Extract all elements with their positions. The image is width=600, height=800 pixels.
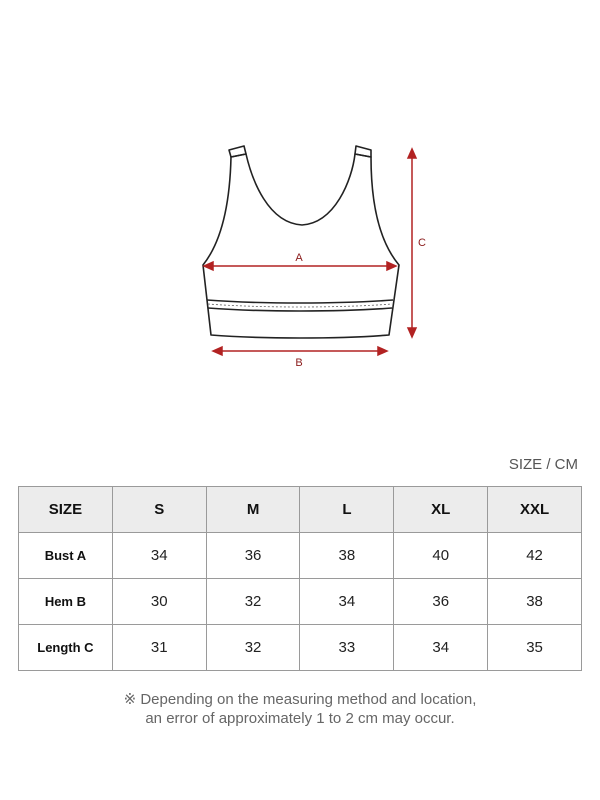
header-l: L [300,487,394,533]
table-cell: 32 [206,579,300,625]
header-m: M [206,487,300,533]
table-cell: 34 [300,579,394,625]
measurement-note [0,690,600,728]
row-label: Length C [19,625,113,671]
unit-label: SIZE / CM [508,456,578,473]
header-size: SIZE [19,487,113,533]
table-cell: 33 [300,625,394,671]
size-table [18,486,582,671]
crop-top-outline [203,146,399,338]
note-line-2: an error of approximately 1 to 2 cm may occur. [145,710,455,727]
measure-c-arrow [408,149,416,337]
header-xxl: XXL [488,487,582,533]
table-cell: 38 [300,533,394,579]
table-row [19,579,582,625]
table-cell: 30 [112,579,206,625]
measure-c-label: C [418,237,426,249]
measure-b-label: B [295,357,303,369]
row-label: Bust A [19,533,113,579]
note-line-1: ※ Depending on the measuring method and location, [123,691,477,708]
table-cell: 31 [112,625,206,671]
measure-a-label: A [295,252,303,264]
table-cell: 38 [488,579,582,625]
table-cell: 40 [394,533,488,579]
table-cell: 32 [206,625,300,671]
table-cell: 36 [394,579,488,625]
table-cell: 34 [112,533,206,579]
table-cell: 34 [394,625,488,671]
header-s: S [112,487,206,533]
table-cell: 35 [488,625,582,671]
table-row [19,533,582,579]
table-cell: 42 [488,533,582,579]
table-cell: 36 [206,533,300,579]
header-row [19,487,582,533]
header-xl: XL [394,487,488,533]
measure-b-arrow [213,347,387,355]
row-label: Hem B [19,579,113,625]
table-row [19,625,582,671]
